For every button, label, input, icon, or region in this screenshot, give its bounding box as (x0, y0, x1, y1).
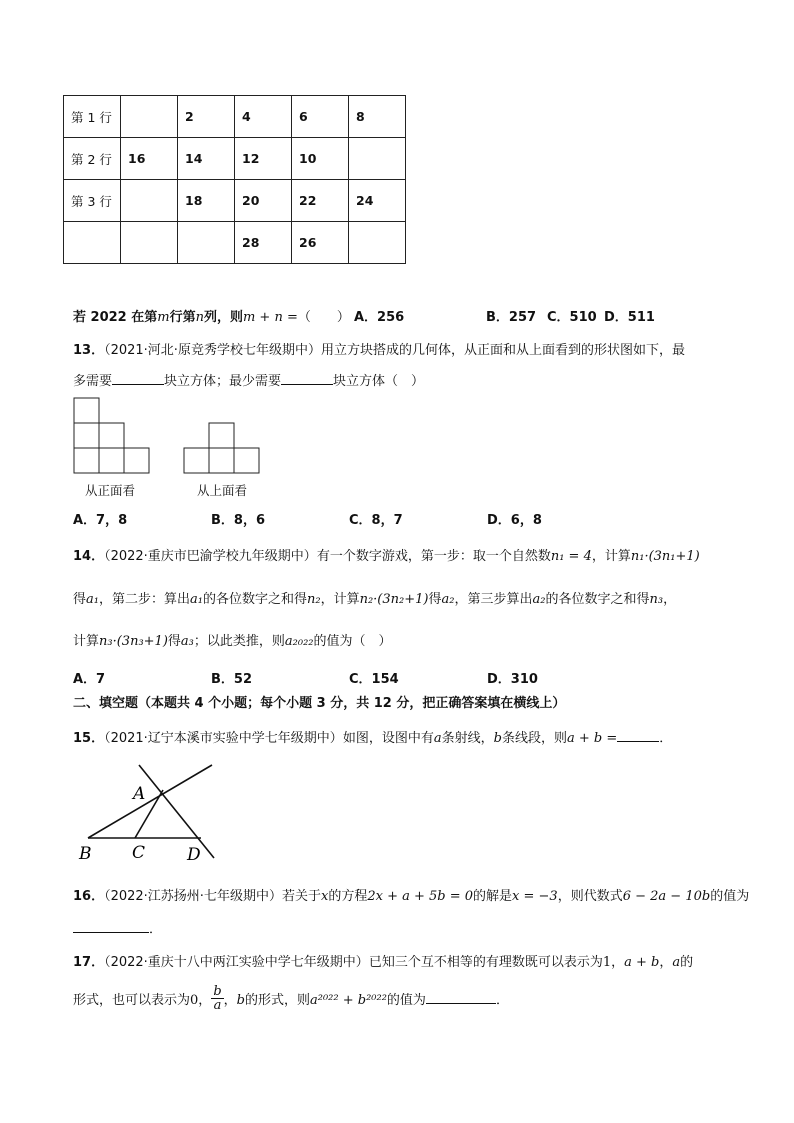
q12-option-b: B．257 (486, 310, 537, 325)
label-C: C (132, 843, 146, 863)
q14-line3: 计算n₃·(3n₃+1)得a₃；以此类推，则a₂₀₂₂的值为（ ） (73, 634, 392, 649)
label-A: A (133, 784, 146, 804)
table-cell: 18 (178, 180, 235, 222)
table-cell: 26 (292, 222, 349, 264)
top-square (184, 448, 209, 473)
label-B: B (79, 844, 92, 864)
q14-line2: 得a₁，第二步：算出a₁的各位数字之和得n₂，计算n₂·(3n₂+1)得a₂，第三步算出a₂的各位数字之和得n₃， (73, 592, 677, 607)
table-cell: 20 (235, 180, 292, 222)
q12-stem: 若 2022 在第m行第n列，则m + n =（ ） (73, 310, 350, 325)
table-cell: 12 (235, 138, 292, 180)
q13-option-d: D．6，8 (487, 513, 542, 528)
table-cell: 28 (235, 222, 292, 264)
table-cell: 4 (235, 96, 292, 138)
q13-option-b: B．8，6 (211, 513, 265, 528)
q14-line1: 14．（2022·重庆市巴渝学校九年级期中）有一个数字游戏，第一步：取一个自然数n₁ = 4，计算n₁·(3n₁+1) (73, 549, 700, 564)
table-cell (121, 96, 178, 138)
table-cell: 10 (292, 138, 349, 180)
q17-line2: 形式，也可以表示为0， $\frac{b}{a}$ ，b的形式，则a²⁰²² + b²⁰²²的值为 ． (73, 984, 509, 1013)
row-header-cell: 第 2 行 (64, 138, 121, 180)
q16-answer-blank (73, 920, 149, 933)
table-cell (349, 222, 406, 264)
row-header-cell: 第 3 行 (64, 180, 121, 222)
table-cell: 2 (178, 96, 235, 138)
table-row (64, 96, 406, 138)
table-cell: 14 (178, 138, 235, 180)
front-cube (124, 448, 149, 473)
table-cell: 22 (292, 180, 349, 222)
q12-option-a: A．256 (354, 310, 405, 325)
q14-option-d: D．310 (487, 672, 538, 687)
q13-views-figure (70, 396, 270, 476)
section-title-fill-in: 二、填空题（本题共 4 个小题；每个小题 3 分，共 12 分，把正确答案填在横线上） (73, 696, 566, 711)
top-square (209, 448, 234, 473)
blank-max (112, 372, 164, 385)
q13-line1: 13．（2021·河北·原竞秀学校七年级期中）用立方块搭成的几何体，从正面和从上面看到的形状图如下，最 (73, 343, 685, 358)
q12-option-c: C．510 (547, 310, 597, 325)
front-cube (74, 448, 99, 473)
q13-line2: 多需要 块立方体；最少需要 块立方体（ ） (73, 374, 425, 389)
table-cell: 16 (121, 138, 178, 180)
front-cube (74, 398, 99, 423)
row-header-cell (64, 222, 121, 264)
table-cell: 6 (292, 96, 349, 138)
q15-line1: 15．（2021·辽宁本溪市实验中学七年级期中）如图，设图中有a条射线，b条线段，则a + b = ． (73, 731, 673, 746)
q17-line1: 17．（2022·重庆十八中两江实验中学七年级期中）已知三个互不相等的有理数既可以表示为1，a + b，a的 (73, 955, 694, 970)
q17-answer-blank (426, 991, 496, 1004)
q14-option-a: A．7 (73, 672, 106, 687)
q16-line2: ． (73, 918, 162, 937)
front-view (74, 398, 149, 473)
front-cube (74, 423, 99, 448)
q15-geometry-figure (75, 762, 225, 867)
fraction-b-over-a: $\frac{b}{a}$ (213, 984, 222, 1013)
table-row (64, 222, 406, 264)
top-square (209, 423, 234, 448)
table-cell (349, 138, 406, 180)
top-square (234, 448, 259, 473)
row-header-cell: 第 1 行 (64, 96, 121, 138)
q13-option-c: C．8，7 (349, 513, 403, 528)
front-cube (99, 423, 124, 448)
table-row (64, 138, 406, 180)
table-cell: 24 (349, 180, 406, 222)
table-row (64, 180, 406, 222)
q13-option-a: A．7，8 (73, 513, 128, 528)
table-cell: 8 (349, 96, 406, 138)
caption-front-view: 从正面看 (85, 483, 136, 498)
q14-option-b: B．52 (211, 672, 252, 687)
table-cell (178, 222, 235, 264)
ray-from-B (88, 765, 212, 838)
q12-option-d: D．511 (604, 310, 655, 325)
table-cell (121, 180, 178, 222)
number-table (63, 95, 406, 264)
table-cell (121, 222, 178, 264)
top-view (184, 423, 259, 473)
blank-min (281, 372, 333, 385)
q14-option-c: C．154 (349, 672, 399, 687)
label-D: D (187, 845, 201, 865)
caption-top-view: 从上面看 (197, 483, 248, 498)
q16-line1: 16．（2022·江苏扬州·七年级期中）若关于x的方程2x + a + 5b = 0的解是x = −3，则代数式6 − 2a − 10b的值为 (73, 889, 750, 904)
front-cube (99, 448, 124, 473)
q15-answer-blank (617, 729, 659, 742)
